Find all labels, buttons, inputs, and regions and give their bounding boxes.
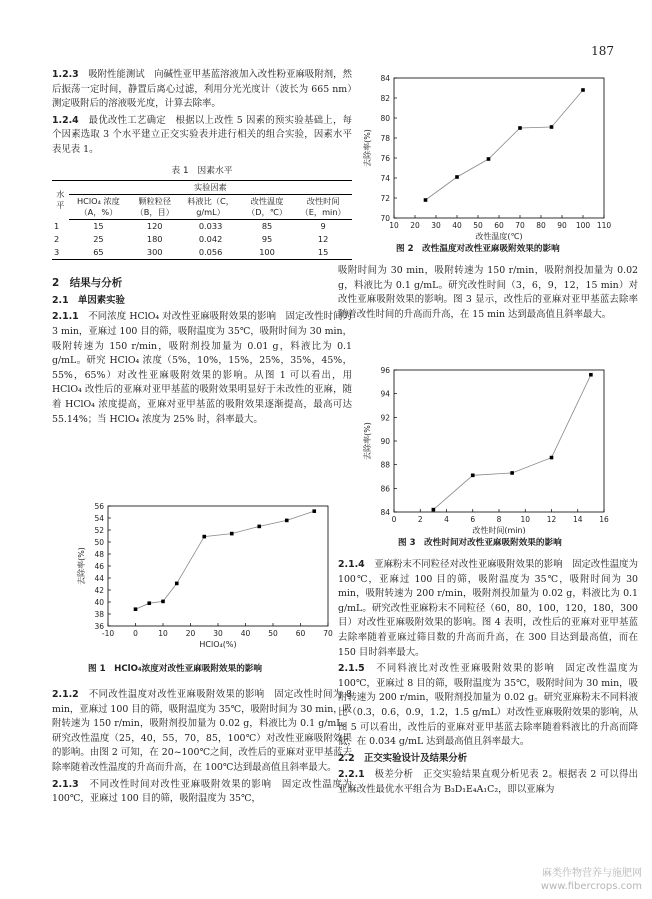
- y-tick-label: 44: [94, 574, 104, 583]
- y-tick-label: 78: [380, 134, 390, 143]
- y-tick-label: 52: [94, 526, 104, 535]
- x-tick-label: 40: [240, 629, 251, 638]
- y-tick-label: 48: [94, 550, 104, 559]
- data-point: [134, 607, 138, 611]
- data-point: [432, 508, 436, 512]
- paragraph-1-2-4: [52, 114, 352, 158]
- data-point: [257, 525, 261, 529]
- x-tick-label: 2: [417, 515, 423, 524]
- x-tick-label: 12: [546, 515, 557, 524]
- y-tick-label: 90: [380, 437, 390, 446]
- data-point: [518, 126, 522, 130]
- plot-frame: [394, 78, 604, 218]
- table-header: 改性温度（D，℃）: [240, 195, 294, 220]
- x-tick-label: 60: [295, 629, 306, 638]
- data-point: [589, 373, 593, 377]
- paragraph-2-1-1: [52, 310, 352, 427]
- data-point: [550, 456, 554, 460]
- table-row: [52, 246, 352, 260]
- series-line: [136, 511, 315, 609]
- data-point: [581, 88, 585, 92]
- table-1: [52, 180, 352, 260]
- x-tick-label: 4: [444, 515, 449, 524]
- y-tick-label: 92: [380, 413, 390, 423]
- paragraph-2-2-1: [338, 768, 638, 797]
- y-tick-label: 84: [380, 74, 390, 83]
- paragraph-2-1-5: [338, 662, 638, 750]
- y-tick-label: 40: [94, 598, 104, 607]
- table-cell: 15: [93, 221, 104, 232]
- y-tick-label: 80: [380, 114, 390, 123]
- y-axis-label: 去除率(%): [363, 422, 372, 460]
- x-tick-label: 100: [575, 221, 591, 230]
- section-number: 2.2.1: [338, 769, 365, 781]
- series-line: [433, 375, 591, 510]
- table-cell: 0.042: [198, 234, 223, 245]
- y-tick-label: 94: [380, 389, 390, 399]
- x-tick-label: 110: [596, 221, 612, 230]
- x-tick-label: 10: [158, 629, 168, 638]
- y-tick-label: 46: [94, 562, 104, 571]
- table-header: 料液比（C，g/mL）: [181, 195, 240, 220]
- y-tick-label: 74: [380, 174, 390, 183]
- paragraph-2-1-3: [52, 778, 352, 807]
- x-tick-label: 0: [133, 629, 138, 638]
- x-tick-label: 0: [391, 515, 397, 524]
- table-cell: 95: [261, 234, 273, 245]
- table-cell: 85: [261, 221, 273, 232]
- table-cell: 0.033: [198, 221, 223, 232]
- section-number: 2.1.2: [52, 689, 79, 700]
- y-tick-label: 42: [94, 586, 104, 595]
- x-tick-label: 10: [520, 515, 531, 524]
- x-tick-label: 70: [515, 221, 525, 230]
- x-tick-label: 14: [572, 515, 583, 524]
- x-axis-label: 改性温度(℃): [475, 232, 523, 241]
- x-tick-label: 30: [213, 629, 223, 638]
- paragraph-continued: 吸附时间为 30 min，吸附转速为 150 r/min，吸附剂投加量为 0.02 g，料液比为 0.1 g/mL。研究改性时间（3，6，9，12，15 min）对改性亚麻吸附效果的影响。图 3 显示，改性后的亚麻对亚甲基蓝去除率随着改性时间的升高而升高，在 15 min 达到最高值且斜率最大。: [338, 265, 638, 320]
- table-cell: 15: [294, 246, 352, 260]
- figure-1-chart: [52, 500, 352, 660]
- data-point: [175, 582, 179, 586]
- y-tick-label: 36: [94, 622, 104, 631]
- x-tick-label: -10: [101, 629, 115, 638]
- table-cell: 3: [52, 246, 69, 260]
- y-tick-label: 54: [94, 514, 104, 523]
- data-point: [510, 471, 514, 475]
- page-number: 187: [591, 44, 614, 58]
- x-tick-label: 70: [323, 629, 333, 638]
- y-tick-label: 84: [380, 508, 390, 517]
- table-cell: 100: [240, 246, 294, 260]
- data-point: [285, 519, 289, 523]
- table-header-level: 水平: [52, 181, 69, 220]
- y-tick-label: 72: [380, 194, 390, 203]
- paragraph-2-1-2: [52, 688, 352, 776]
- x-tick-label: 40: [452, 221, 462, 230]
- table-cell: 1: [54, 220, 60, 231]
- section-number: 1.2.3: [52, 69, 79, 80]
- figure-3-caption: 图 3 改性时间对改性亚麻吸附效果的影响: [398, 538, 562, 548]
- paragraph-text: 不同浓度 HClO₄ 对改性亚麻吸附效果的影响 固定改性时间为 3 min，亚麻过 100 目的筛，吸附温度为 35℃，吸附时间为 30 min，吸附转速为 150 r/min，吸附剂投加量为 0.01 g，料液比为 0.1 g/mL。研究 HClO₄ 浓度（5%，10%，15%，25%，35%，45%，55%，65%）对改性亚麻吸附效果的影响。从图 1 可以看出，用 HClO₄ 改性后的亚麻对亚甲基蓝的吸附效果明显好于未改性的亚麻，随着 HClO₄ 浓度提高，亚麻对亚甲基蓝的吸附效果逐渐提高，最高可达 55.14%；当 HClO₄ 浓度为 25% 时，斜率最大。: [52, 311, 352, 425]
- x-tick-label: 30: [431, 221, 441, 230]
- y-tick-label: 86: [380, 484, 390, 494]
- plot-frame: [394, 370, 604, 512]
- subsection-heading: 2.1 单因素实验: [52, 294, 125, 306]
- section-number: 2.1.5: [338, 663, 365, 675]
- y-axis-label: 去除率(%): [77, 547, 86, 585]
- left-column-lower: [52, 688, 352, 809]
- y-tick-label: 70: [380, 214, 390, 223]
- y-axis-label: 去除率(%): [363, 129, 372, 167]
- x-tick-label: 80: [536, 221, 546, 230]
- section-number: 2.1.1: [52, 311, 79, 323]
- y-tick-label: 38: [94, 610, 104, 619]
- y-tick-label: 76: [380, 154, 390, 163]
- y-tick-label: 56: [94, 502, 104, 511]
- y-tick-label: 82: [380, 94, 390, 103]
- table-group-header: 实验因素: [69, 181, 352, 195]
- table-cell: 9: [320, 221, 326, 232]
- subsection-heading: 2.2 正交实验设计及结果分析: [338, 752, 468, 764]
- data-point: [161, 600, 165, 604]
- figure-2-caption: 图 2 改性温度对改性亚麻吸附效果的影响: [396, 244, 560, 254]
- paragraph-text: 吸附性能测试 向碱性亚甲基蓝溶液加入改性粉亚麻吸附剂，然后振荡一定时间，静置后离心过滤，利用分光光度计（波长为 665 nm）测定吸附后的溶液吸光度，计算去除率。: [52, 69, 352, 110]
- section-number: 2.1.4: [338, 559, 365, 570]
- right-column-lower: [338, 558, 638, 800]
- y-tick-label: 96: [380, 366, 390, 375]
- table-row: [52, 220, 352, 234]
- plot-frame: [108, 506, 328, 626]
- table-cell: 65: [69, 246, 128, 260]
- paragraph-2-1-4: [338, 558, 638, 660]
- figure-1-caption: 图 1 HClO₄浓度对改性亚麻吸附效果的影响: [88, 664, 262, 674]
- data-point: [312, 509, 316, 513]
- section-heading: 2 结果与分析: [52, 277, 123, 290]
- x-tick-label: 16: [599, 515, 609, 524]
- series-line: [426, 90, 584, 200]
- table-cell: 180: [146, 234, 163, 245]
- watermark-line-2: www.fibercrops.com: [540, 881, 642, 892]
- paragraph-text: 最优改性工艺确定 根据以上改性 5 因素的预实验基础上，每个因素选取 3 个水平建立正交实验表并进行相关的组合实验，因素水平表见表 1。: [52, 114, 352, 155]
- data-point: [230, 532, 234, 536]
- data-point: [202, 535, 206, 539]
- watermark: [541, 867, 642, 893]
- table-row: [52, 233, 352, 246]
- paragraph-text: 不同改性时间对改性亚麻吸附效果的影响 固定改性温度为 100℃，亚麻过 100 目的筛，吸附温度为 35℃，: [52, 778, 352, 805]
- x-tick-label: 60: [494, 221, 504, 230]
- table-header: 颗粒粒径（B，目）: [128, 195, 181, 220]
- table-1-caption: 表 1 因素水平: [171, 165, 233, 176]
- table-header: HClO₄ 浓度（A，%）: [69, 195, 128, 220]
- x-axis-label: 改性时间(min): [472, 526, 526, 534]
- x-tick-label: 10: [389, 221, 399, 230]
- data-point: [471, 474, 475, 478]
- paragraph-text: 极差分析 正交实验结果直观分析见表 2。根据表 2 可以得出亚麻改性最优水平组合为 B₃D₁E₄A₁C₂，即以亚麻为: [338, 769, 638, 795]
- table-cell: 2: [54, 234, 60, 245]
- table-cell: 12: [317, 234, 329, 245]
- data-point: [550, 125, 554, 129]
- paragraph-text: 不同料液比对改性亚麻吸附效果的影响 固定改性温度为 100℃，亚麻过 8 目的筛，吸附温度为 35℃，吸附时间为 30 min，吸附转速为 200 r/min，吸附剂投加量为 0.02 g。研究亚麻粉末不同料液比（0.3，0.6，0.9，1.2，1.5 g/mL）对改性亚麻吸附效果的影响，从图 5 可以看出，改性后的亚麻对亚甲基蓝去除率随着料液比的升高而降低，在 0.034 g/mL 达到最高值且斜率最大。: [338, 663, 638, 748]
- x-axis-label: HClO₄(%): [199, 640, 237, 649]
- table-header: 改性时间（E，min）: [294, 195, 352, 220]
- table-cell: 25: [93, 234, 104, 245]
- figure-3-chart: [338, 362, 638, 534]
- table-cell: 120: [146, 221, 163, 232]
- figure-2-chart: [338, 70, 638, 242]
- x-tick-label: 6: [470, 515, 476, 524]
- x-tick-label: 50: [268, 629, 278, 638]
- data-point: [147, 601, 151, 605]
- left-column: [52, 68, 352, 429]
- y-tick-label: 50: [94, 538, 104, 547]
- paragraph-1-2-3: [52, 68, 352, 112]
- section-number: 1.2.4: [52, 114, 79, 126]
- paragraph-text: 亚麻粉末不同粒径对改性亚麻吸附效果的影响 固定改性温度为 100℃，亚麻过 100 目的筛，吸附温度为 35℃，吸附时间为 30 min，吸附转速为 200 r/min，吸附剂投加量为 0.02 g，料液比为 0.1 g/mL。研究改性亚麻粉末不同粒径（60，80，100，120，180，300 目）对改性亚麻吸附效果的影响。图 4 表明，改性后的亚麻对亚甲基蓝去除率随着亚麻过筛目数的升高而升高，在 300 目达到最高值，而在 150 目时斜率最大。: [338, 559, 638, 658]
- data-point: [455, 175, 459, 179]
- x-tick-label: 90: [557, 221, 567, 230]
- table-cell: 0.056: [181, 246, 240, 260]
- data-point: [487, 157, 491, 161]
- x-tick-label: 20: [410, 221, 420, 230]
- x-tick-label: 50: [473, 221, 483, 230]
- y-tick-label: 88: [380, 460, 390, 470]
- table-cell: 300: [128, 246, 181, 260]
- x-tick-label: 8: [496, 515, 502, 524]
- data-point: [424, 198, 428, 202]
- paragraph-text: 不同改性温度对改性亚麻吸附效果的影响 固定改性时间为 8 min，亚麻过 100 目的筛，吸附温度为 35℃，吸附时间为 30 min，吸附转速为 150 r/min，吸附剂投加量为 0.02 g，料液比为 0.1 g/mL。研究改性温度（25，40，55，70，85，100℃）对改性亚麻吸附效果的影响。由图 2 可知，在 20~100℃之间，改性后的亚麻对亚甲基蓝去除率随着改性温度的升高而升高，在 100℃达到最高值且斜率最大。: [52, 689, 352, 773]
- x-tick-label: 20: [185, 629, 196, 638]
- right-column-upper: [338, 264, 638, 324]
- watermark-line-1: 麻类作物营养与施肥网: [542, 868, 642, 879]
- section-number: 2.1.3: [52, 778, 79, 790]
